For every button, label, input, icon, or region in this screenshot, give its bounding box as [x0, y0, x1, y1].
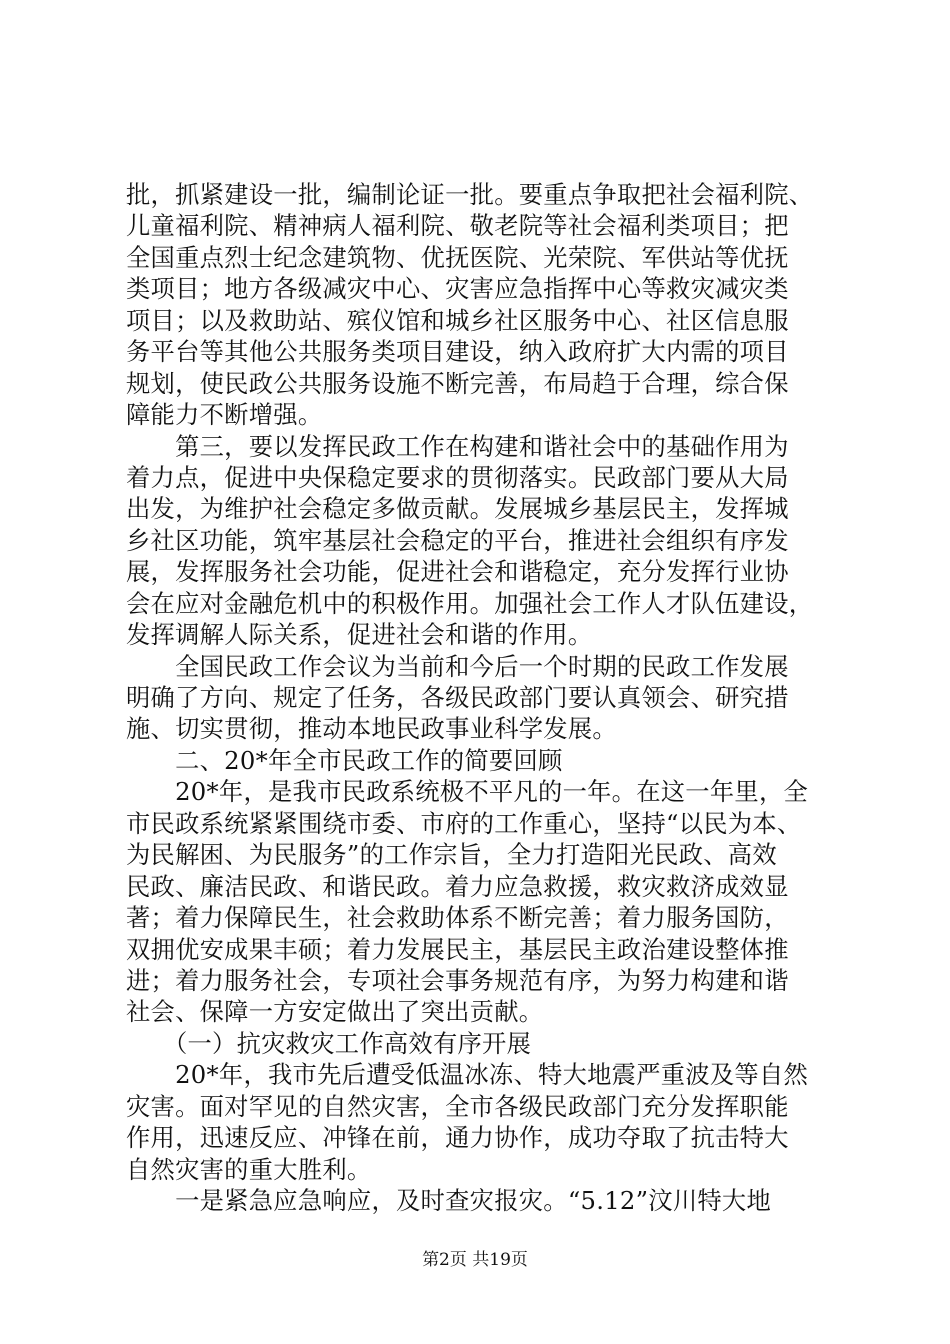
text-line: 施、切实贯彻，推动本地民政事业科学发展。: [126, 714, 617, 744]
text-line: 展，发挥服务社会功能，促进社会和谐稳定，充分发挥行业协: [126, 557, 789, 587]
text-line: 着力点，促进中央保稳定要求的贯彻落实。民政部门要从大局: [126, 462, 789, 492]
text-line: 著；着力保障民生，社会救助体系不断完善；着力服务国防，: [126, 903, 789, 933]
text-line: 进；着力服务社会，专项社会事务规范有序，为努力构建和谐: [126, 965, 789, 995]
text-line: 自然灾害的重大胜利。: [126, 1154, 372, 1184]
text-line: 出发，为维护社会稳定多做贡献。发展城乡基层民主，发挥城: [126, 494, 789, 524]
text-line: 灾害。面对罕见的自然灾害，全市各级民政部门充分发挥职能: [126, 1091, 789, 1121]
text-line: 市民政系统紧紧围绕市委、市府的工作重心，坚持“以民为本、: [126, 808, 802, 838]
text-line: 明确了方向、规定了任务，各级民政部门要认真领会、研究措: [126, 683, 789, 712]
text-line: 儿童福利院、精神病人福利院、敬老院等社会福利类项目；把: [126, 211, 789, 241]
text-line: 乡社区功能，筑牢基层社会稳定的平台，推进社会组织有序发: [126, 525, 789, 555]
text-line: 二、20*年全市民政工作的简要回顾: [126, 745, 563, 775]
text-line: 会在应对金融危机中的积极作用。加强社会工作人才队伍建设，: [126, 588, 814, 618]
text-line: 双拥优安成果丰硕；着力发展民主，基层民主政治建设整体推: [126, 934, 789, 964]
text-line: 20*年，我市先后遭受低温冰冻、特大地震严重波及等自然: [126, 1060, 809, 1090]
text-line: 为民解困、为民服务”的工作宗旨，全力打造阳光民政、高效: [126, 840, 777, 870]
text-line: 社会、保障一方安定做出了突出贡献。: [126, 997, 544, 1027]
text-line: 全国民政工作会议为当前和今后一个时期的民政工作发展: [126, 651, 789, 681]
text-line: 一是紧急应急响应，及时查灾报灾。“5.12”汶川特大地: [126, 1186, 772, 1215]
document-body: [126, 179, 846, 1216]
text-line: 民政、廉洁民政、和谐民政。着力应急救援，救灾救济成效显: [126, 871, 789, 901]
text-line: 类项目；地方各级减灾中心、灾害应急指挥中心等救灾减灾类: [126, 274, 789, 304]
text-line: （一）抗灾救灾工作高效有序开展: [126, 1028, 532, 1058]
text-line: 第三，要以发挥民政工作在构建和谐社会中的基础作用为: [126, 431, 789, 461]
text-line: 发挥调解人际关系，促进社会和谐的作用。: [126, 620, 593, 650]
text-line: 障能力不断增强。: [126, 400, 323, 430]
text-line: 规划，使民政公共服务设施不断完善，布局趋于合理，综合保: [126, 368, 789, 398]
text-line: 20*年，是我市民政系统极不平凡的一年。在这一年里，全: [126, 777, 809, 807]
text-line: 项目；以及救助站、殡仪馆和城乡社区服务中心、社区信息服: [126, 305, 789, 335]
text-line: 全国重点烈士纪念建筑物、优抚医院、光荣院、军供站等优抚: [126, 242, 789, 272]
text-line: 批，抓紧建设一批，编制论证一批。要重点争取把社会福利院、: [126, 180, 814, 209]
text-line: 务平台等其他公共服务类项目建设，纳入政府扩大内需的项目: [126, 337, 789, 367]
page-footer: 第2页 共19页: [422, 1250, 528, 1270]
text-line: 作用，迅速反应、冲锋在前，通力协作，成功夺取了抗击特大: [126, 1123, 789, 1153]
